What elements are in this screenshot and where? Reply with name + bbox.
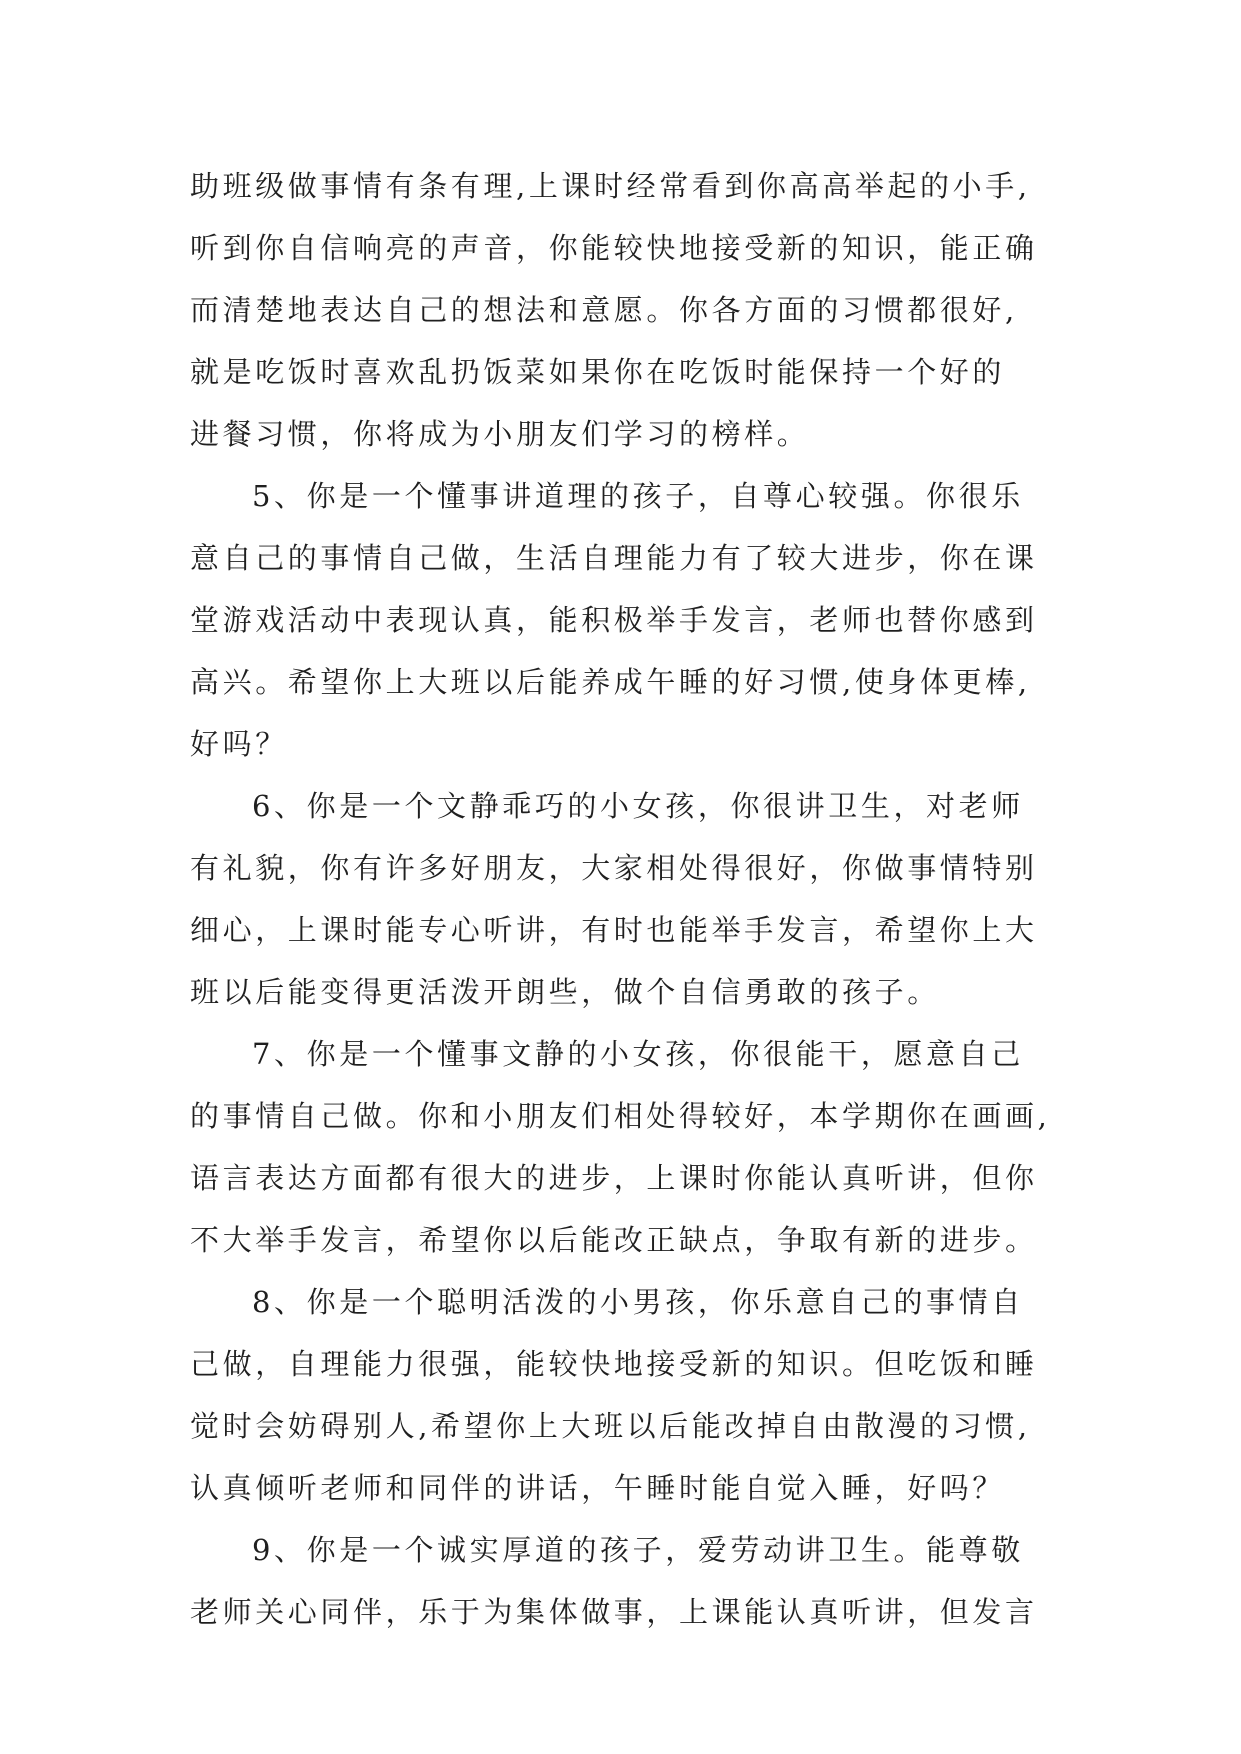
paragraph-start-6: 6、你是一个文静乖巧的小女孩，你很讲卫生，对老师	[252, 789, 1024, 823]
paragraph-start-5: 5、你是一个懂事讲道理的孩子，自尊心较强。你很乐	[252, 479, 1024, 513]
text-line: 高兴。希望你上大班以后能养成午睡的好习惯,使身体更棒,	[190, 665, 1031, 699]
text-line: 细心，上课时能专心听讲，有时也能举手发言，希望你上大	[190, 913, 1038, 947]
text-line: 堂游戏活动中表现认真，能积极举手发言，老师也替你感到	[190, 603, 1038, 637]
text-line: 助班级做事情有条有理,上课时经常看到你高高举起的小手,	[190, 169, 1031, 203]
text-line: 班以后能变得更活泼开朗些，做个自信勇敢的孩子。	[190, 975, 940, 1009]
text-line: 己做，自理能力很强，能较快地接受新的知识。但吃饭和睡	[190, 1347, 1038, 1381]
text-line: 意自己的事情自己做，生活自理能力有了较大进步，你在课	[190, 541, 1038, 575]
paragraph-start-9: 9、你是一个诚实厚道的孩子，爱劳动讲卫生。能尊敬	[252, 1533, 1024, 1567]
text-line: 老师关心同伴，乐于为集体做事，上课能认真听讲，但发言	[190, 1595, 1038, 1629]
text-line: 不大举手发言，希望你以后能改正缺点，争取有新的进步。	[190, 1223, 1038, 1257]
paragraph-start-7: 7、你是一个懂事文静的小女孩，你很能干，愿意自己	[252, 1037, 1024, 1071]
text-line: 的事情自己做。你和小朋友们相处得较好，本学期你在画画,	[190, 1099, 1051, 1133]
text-line: 而清楚地表达自己的想法和意愿。你各方面的习惯都很好,	[190, 293, 1018, 327]
text-line: 听到你自信响亮的声音，你能较快地接受新的知识，能正确	[190, 231, 1038, 265]
text-line: 进餐习惯，你将成为小朋友们学习的榜样。	[190, 417, 810, 451]
text-line: 觉时会妨碍别人,希望你上大班以后能改掉自由散漫的习惯,	[190, 1409, 1031, 1443]
text-line: 就是吃饭时喜欢乱扔饭菜如果你在吃饭时能保持一个好的	[190, 355, 1006, 389]
text-line: 有礼貌，你有许多好朋友，大家相处得很好，你做事情特别	[190, 851, 1038, 885]
text-line: 认真倾听老师和同伴的讲话，午睡时能自觉入睡，好吗？	[190, 1471, 1006, 1505]
document-body	[190, 168, 1090, 1656]
text-line: 好吗？	[190, 727, 288, 761]
text-line: 语言表达方面都有很大的进步，上课时你能认真听讲，但你	[190, 1161, 1038, 1195]
paragraph-start-8: 8、你是一个聪明活泼的小男孩，你乐意自己的事情自	[252, 1285, 1024, 1319]
